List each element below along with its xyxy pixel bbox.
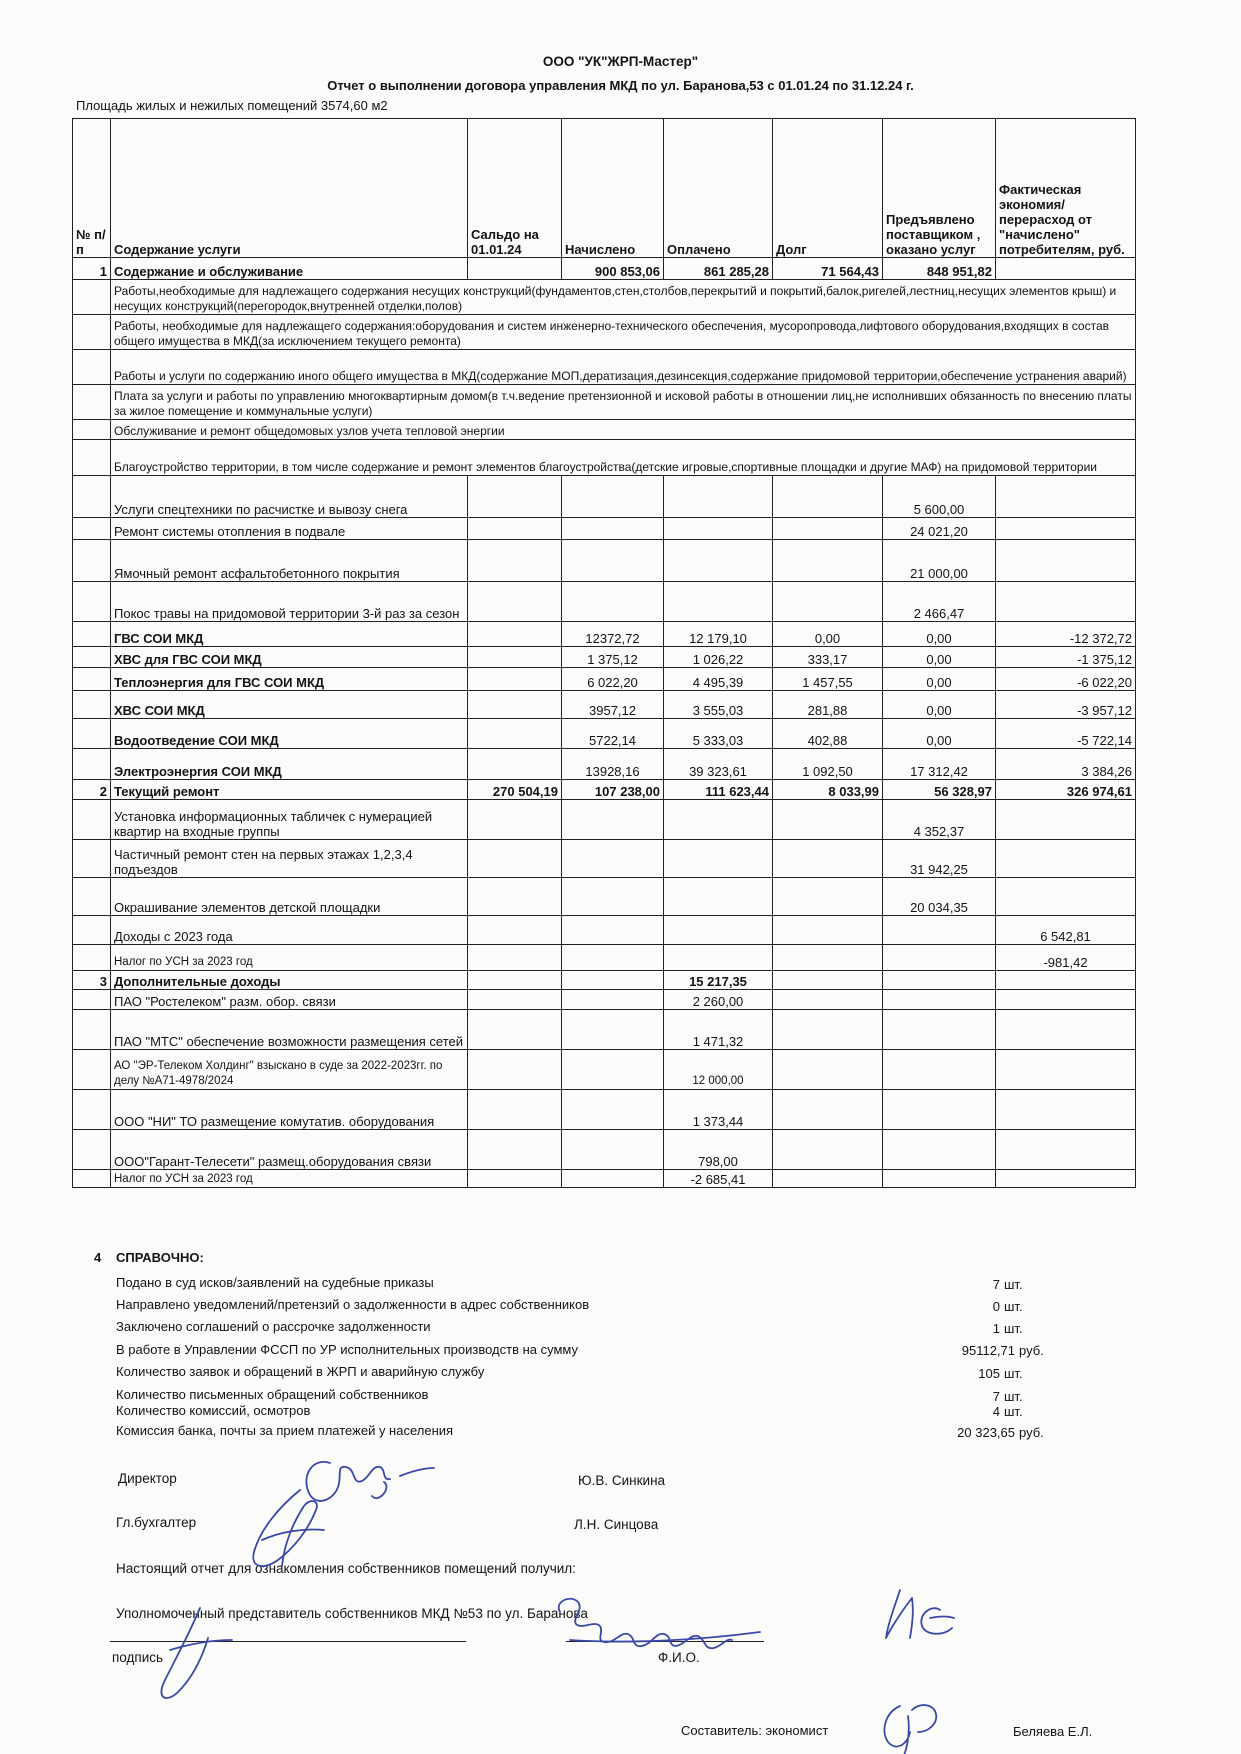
- utility-economy: -5 722,14: [996, 719, 1136, 749]
- company-name: ООО "УК"ЖРП-Мастер": [542, 54, 699, 69]
- utility-charged: 6 022,20: [562, 668, 664, 691]
- income-item-paid: 1 373,44: [664, 1090, 773, 1130]
- accountant-signature: [253, 1490, 324, 1566]
- utility-debt: 1 092,50: [773, 749, 883, 780]
- section-name: Содержание и обслуживание: [111, 258, 468, 280]
- col-balance: Сальдо на 01.01.24: [468, 119, 562, 258]
- income-item-name: Налог по УСН за 2023 год: [111, 1170, 468, 1188]
- cell-economy: 326 974,61: [996, 780, 1136, 800]
- utility-debt: 1 457,55: [773, 668, 883, 691]
- work-name: Ямочный ремонт асфальтобетонного покрытия: [111, 540, 468, 582]
- income-item-name: АО "ЭР-Телеком Холдинг" взыскано в суде за 2022-2023гг. по делу №А71-4978/2024: [111, 1050, 468, 1090]
- section-name: Текущий ремонт: [111, 780, 468, 800]
- utility-paid: 3 555,03: [664, 691, 773, 719]
- recipient-signature: [161, 1608, 232, 1698]
- income-item-name: ООО"Гарант-Телесети" размещ.оборудования связи: [111, 1130, 468, 1170]
- utility-debt: 0,00: [773, 622, 883, 647]
- reference-unit: руб.: [1019, 1343, 1044, 1358]
- reference-unit: шт.: [1004, 1366, 1023, 1381]
- col-debt: Долг: [773, 119, 883, 258]
- reference-value: 7: [992, 1277, 1000, 1292]
- cell-charged: 107 238,00: [562, 780, 664, 800]
- representative-text: Уполномоченный представитель собственников МКД №53 по ул. Баранова: [116, 1606, 588, 1621]
- fio-label: Ф.И.О.: [658, 1650, 700, 1665]
- reference-unit: руб.: [1019, 1425, 1044, 1440]
- sign-label: подпись: [112, 1650, 164, 1665]
- utility-presented: 0,00: [883, 647, 996, 668]
- director-label: Директор: [118, 1471, 177, 1486]
- income-item-name: ПАО "Ростелеком" разм. обор. связи: [111, 990, 468, 1010]
- utility-presented: 0,00: [883, 668, 996, 691]
- accountant-label: Гл.бухгалтер: [116, 1515, 197, 1530]
- income-item-name: ПАО "МТС" обеспечение возможности размещения сетей: [111, 1010, 468, 1050]
- income-economy: 6 542,81: [996, 916, 1136, 945]
- utility-economy: -6 022,20: [996, 668, 1136, 691]
- work-name: Окрашивание элементов детской площадки: [111, 878, 468, 916]
- reference-label: Заключено соглашений о рассрочке задолженности: [116, 1319, 431, 1334]
- col-paid: Оплачено: [664, 119, 773, 258]
- cell-presented: 56 328,97: [883, 780, 996, 800]
- utility-paid: 1 026,22: [664, 647, 773, 668]
- utility-debt: 281,88: [773, 691, 883, 719]
- utility-name: Электроэнергия СОИ МКД: [111, 749, 468, 780]
- reference-unit: шт.: [1004, 1389, 1023, 1404]
- work-name: Установка информационных табличек с нумерацией квартир на входные группы: [111, 800, 468, 840]
- work-presented: 5 600,00: [883, 476, 996, 518]
- reference-value: 0: [992, 1299, 1000, 1314]
- received-text: Настоящий отчет для ознакомления собственников помещений получил:: [116, 1561, 576, 1576]
- section-no: 2: [73, 780, 111, 800]
- reference-label: Количество заявок и обращений в ЖРП и аварийную службу: [116, 1364, 485, 1379]
- description-text: Обслуживание и ремонт общедомовых узлов учета тепловой энергии: [111, 420, 1136, 440]
- utility-name: ХВС СОИ МКД: [111, 691, 468, 719]
- col-presented: Предъявлено поставщиком , оказано услуг: [883, 119, 996, 258]
- work-presented: 24 021,20: [883, 518, 996, 540]
- income-item-paid: 798,00: [664, 1130, 773, 1170]
- tax-name: Налог по УСН за 2023 год: [111, 945, 468, 971]
- utility-economy: -1 375,12: [996, 647, 1136, 668]
- utility-presented: 17 312,42: [883, 749, 996, 780]
- reference-label: Количество письменных обращений собственников: [116, 1387, 429, 1402]
- reference-label: Направлено уведомлений/претензий о задолженности в адрес собственников: [116, 1297, 590, 1312]
- section-name: Дополнительные доходы: [111, 971, 468, 990]
- reference-label: Подано в суд исков/заявлений на судебные приказы: [116, 1275, 434, 1290]
- director-signature: [306, 1462, 434, 1501]
- reference-unit: шт.: [1004, 1321, 1023, 1336]
- col-no: № п/п: [73, 119, 111, 258]
- work-presented: 31 942,25: [883, 840, 996, 878]
- utility-presented: 0,00: [883, 719, 996, 749]
- reference-label: В работе в Управлении ФССП по УР исполнительных производств на сумму: [116, 1342, 579, 1357]
- col-charged: Начислено: [562, 119, 664, 258]
- income-item-paid: 2 260,00: [664, 990, 773, 1010]
- cell-balance: 270 504,19: [468, 780, 562, 800]
- director-name: Ю.В. Синкина: [578, 1473, 666, 1488]
- reference-value: 20 323,65: [957, 1425, 1015, 1440]
- utility-economy: -12 372,72: [996, 622, 1136, 647]
- utility-debt: 333,17: [773, 647, 883, 668]
- description-text: Работы и услуги по содержанию иного общего имущества в МКД(содержание МОП,дератизация,дезинсекция,содержание придомовой территории,обеспечение устранения аварий): [111, 350, 1136, 385]
- work-presented: 2 466,47: [883, 582, 996, 622]
- col-service: Содержание услуги: [111, 119, 468, 258]
- description-text: Благоустройство территории, в том числе содержание и ремонт элементов благоустройства(детские игровые,спортивные площадки и другие МАФ) на придомовой территории: [111, 440, 1136, 476]
- utility-presented: 0,00: [883, 622, 996, 647]
- report-title: Отчет о выполнении договора управления МКД по ул. Баранова,53 с 01.01.24 по 31.12.24 г.: [327, 78, 914, 93]
- income-item-name: ООО "НИ" ТО размещение комутатив. оборудования: [111, 1090, 468, 1130]
- col-economy: Фактическая экономия/перерасход от "начислено" потребителям, руб.: [996, 119, 1136, 258]
- section-no: 3: [73, 971, 111, 990]
- utility-debt: 402,88: [773, 719, 883, 749]
- reference-value: 7: [992, 1389, 1000, 1404]
- cell-charged: 900 853,06: [562, 258, 664, 280]
- utility-economy: -3 957,12: [996, 691, 1136, 719]
- reference-no: 4: [94, 1250, 102, 1265]
- description-text: Плата за услуги и работы по управлению многоквартирным домом(в т.ч.ведение претензионной и исковой работы в отношении лиц,не исполнивших обязанность по внесению платы за жилое помещение и коммунальные услуги): [111, 385, 1136, 420]
- utility-charged: 1 375,12: [562, 647, 664, 668]
- work-presented: 4 352,37: [883, 800, 996, 840]
- area-caption: Площадь жилых и нежилых помещений 3574,60 м2: [76, 98, 388, 113]
- work-name: Услуги спецтехники по расчистке и вывозу снега: [111, 476, 468, 518]
- work-name: Ремонт системы отопления в подвале: [111, 518, 468, 540]
- description-text: Работы, необходимые для надлежащего содержания:оборудования и систем инженерно-технического обеспечения, мусоропровода,лифтового оборудования,входящих в состав общего имущества в МКД(за исключением текущего ремонта): [111, 315, 1136, 350]
- income-name: Доходы с 2023 года: [111, 916, 468, 945]
- reference-unit: шт.: [1004, 1299, 1023, 1314]
- utility-charged: 12372,72: [562, 622, 664, 647]
- reference-value: 105: [978, 1366, 1000, 1381]
- work-name: Покос травы на придомовой территории 3-й раз за сезон: [111, 582, 468, 622]
- reference-value: 95112,71: [961, 1343, 1015, 1358]
- cell-paid: 861 285,28: [664, 258, 773, 280]
- cell-debt: 71 564,43: [773, 258, 883, 280]
- utility-presented: 0,00: [883, 691, 996, 719]
- utility-name: Теплоэнергия для ГВС СОИ МКД: [111, 668, 468, 691]
- utility-charged: 3957,12: [562, 691, 664, 719]
- accountant-name: Л.Н. Синцова: [574, 1517, 659, 1532]
- reference-unit: шт.: [1004, 1277, 1023, 1292]
- work-presented: 20 034,35: [883, 878, 996, 916]
- reference-title: СПРАВОЧНО:: [116, 1250, 204, 1265]
- reference-value: 1: [992, 1321, 1000, 1336]
- tax-economy: -981,42: [996, 945, 1136, 971]
- utility-name: Водоотведение СОИ МКД: [111, 719, 468, 749]
- section-no: 1: [73, 258, 111, 280]
- description-text: Работы,необходимые для надлежащего содержания несущих конструкций(фундаментов,стен,столбов,перекрытий и покрытий,балок,ригелей,лестниц,несущих элементов крыш) и несущих конструкций(перегородок,внутренней отделки,полов): [111, 280, 1136, 315]
- income-item-paid: -2 685,41: [664, 1170, 773, 1188]
- utility-name: ХВС для ГВС СОИ МКД: [111, 647, 468, 668]
- cell-presented: 848 951,82: [883, 258, 996, 280]
- reference-label: Комиссия банка, почты за прием платежей у населения: [116, 1423, 454, 1438]
- cell-paid: 111 623,44: [664, 780, 773, 800]
- utility-economy: 3 384,26: [996, 749, 1136, 780]
- income-item-paid: 1 471,32: [664, 1010, 773, 1050]
- cell-debt: 8 033,99: [773, 780, 883, 800]
- utility-name: ГВС СОИ МКД: [111, 622, 468, 647]
- utility-charged: 5722,14: [562, 719, 664, 749]
- reference-unit: шт.: [1004, 1404, 1023, 1419]
- compiler-signature: [884, 1705, 936, 1754]
- utility-paid: 39 323,61: [664, 749, 773, 780]
- utility-paid: 4 495,39: [664, 668, 773, 691]
- work-presented: 21 000,00: [883, 540, 996, 582]
- compiler-name: Беляева Е.Л.: [1013, 1724, 1093, 1739]
- utility-paid: 12 179,10: [664, 622, 773, 647]
- reference-label: Количество комиссий, осмотров: [116, 1403, 311, 1418]
- representative-signature: [559, 1590, 954, 1648]
- reference-value: 4: [992, 1404, 1000, 1419]
- work-name: Частичный ремонт стен на первых этажах 1,2,3,4 подъездов: [111, 840, 468, 878]
- utility-charged: 13928,16: [562, 749, 664, 780]
- compiler-label: Составитель: экономист: [681, 1723, 829, 1738]
- cell-paid: 15 217,35: [664, 971, 773, 990]
- income-item-paid: 12 000,00: [664, 1050, 773, 1090]
- utility-paid: 5 333,03: [664, 719, 773, 749]
